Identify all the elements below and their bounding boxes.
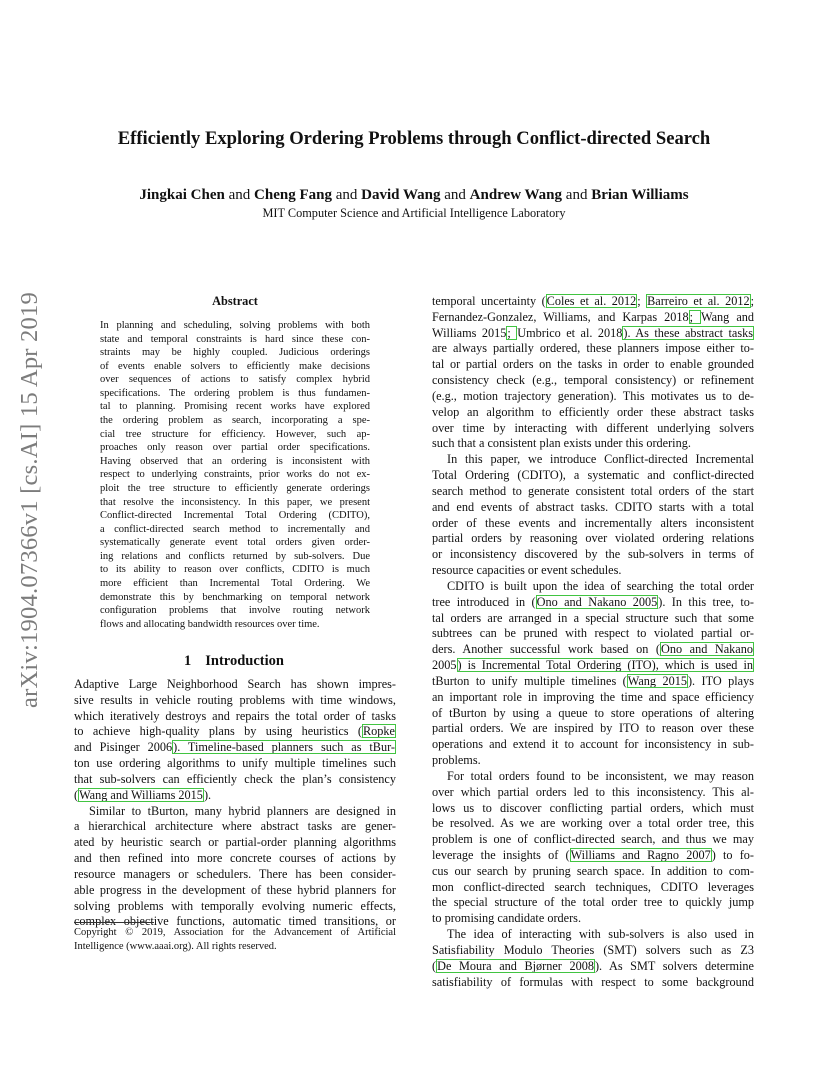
text-line [432,326,754,342]
line-text: ). [203,787,212,802]
line-text: state and temporal constraints is hard since these con- [100,333,370,345]
line-text: and end events of abstract tasks. CDITO starts with a total [432,499,754,514]
citation-link[interactable]: De Moura and Bjørner 2008 [437,958,594,973]
text-line [432,547,754,563]
text-line [432,785,754,801]
line-text: sive results in vehicle routing problems with time windows, [74,692,396,707]
line-text: resource capacities or event schedules. [432,563,622,578]
author-separator: and [228,187,251,203]
text-line [432,975,754,991]
line-text: straints may be highly coupled. Judicious orderings [100,347,370,359]
line-text: tBurton to unify multiple timelines ( [432,673,627,688]
author-separator: and [444,187,466,203]
text-line [432,611,754,627]
line-text: operations and extend it to account for inconsistency in sub- [432,737,754,752]
text-line [100,550,370,564]
text-line [432,674,754,690]
text-line [100,346,370,360]
citation-link[interactable]: Williams and Ragno 2007 [570,847,711,862]
line-text: cial tree structure for efficiency. However, such ap- [100,428,370,440]
paragraph [432,579,754,769]
paragraph [432,294,754,452]
text-line [432,911,754,927]
text-line [100,536,370,550]
paragraph [432,452,754,579]
paragraph [432,927,754,990]
line-text: complex objective functions, automatic timed transitions, or [74,914,396,929]
line-text: to its ability to reason over conflicts, CDITO is much [100,564,370,576]
line-text: are always partially ordered, these planners impose either to- [432,341,754,356]
text-line [100,496,370,510]
citation-link[interactable]: Coles et al. 2012 [546,294,637,308]
text-line [74,693,396,709]
line-text: Copyright © 2019, Association for the Advancement of Artificial [74,927,396,938]
line-text: an important role in improving the time and space efficiency [432,689,754,704]
line-text: ing relations and conflicts returned by sub-solvers. Due [100,550,370,562]
line-text: lows us to discover conflicting partial orders, which must [432,800,754,815]
line-text: over sequences of actions to satisfy complex hybrid [100,374,370,386]
text-line [432,816,754,832]
line-text: of events enable solvers to efficiently make decisions [100,360,370,372]
citation-link[interactable]: ; [507,325,517,340]
line-text: ). In this tree, to- [658,594,754,609]
text-line [432,642,754,658]
line-text: partial orders. We are inspired by ITO to reason over these [432,721,754,736]
line-text: 2005 [432,658,457,673]
text-line [432,769,754,785]
text-line [74,724,396,740]
line-text: solving problems with temporally evolving numeric effects, [74,898,396,913]
paragraph [74,926,396,954]
line-text: Total Ordering (CDITO), a systematic and conflict-directed [432,468,754,483]
line-text: to achieve high-quality plans by using heuristics ( [74,724,363,739]
text-line [100,319,370,333]
citation-link[interactable]: Ono and Nakano [661,642,753,657]
text-line [432,832,754,848]
text-line [432,468,754,484]
arxiv-identifier: arXiv:1904.07366v1 [cs.AI] 15 Apr 2019 [16,291,43,709]
text-line [74,940,396,954]
paragraph [74,677,396,804]
line-text: be resolved. As we are working over a total order tree, this [432,816,754,831]
line-text: ploit the tree structure to efficiently generate orderings [100,482,370,494]
text-line [432,516,754,532]
text-line [432,373,754,389]
line-text: ders. Another successful work based on ( [432,642,660,657]
text-line [432,341,754,357]
left-column-body [74,677,396,930]
text-line [74,851,396,867]
line-text: search method to generate consistent total orders of the start [432,483,754,498]
text-line [74,788,396,804]
citation-link[interactable]: Ono and Nakano 2005 [536,594,658,609]
text-line [74,756,396,772]
text-line [432,737,754,753]
text-line [432,500,754,516]
line-text: Having observed that an ordering is inconsistent with [100,455,370,467]
line-text: tree introduced in ( [432,594,536,609]
line-text: and Pisinger 2006 [74,740,173,755]
text-line [432,421,754,437]
text-line [432,864,754,880]
text-line [100,591,370,605]
text-line [432,943,754,959]
text-line [432,563,754,579]
text-line [100,428,370,442]
line-text: velop an algorithm to efficiently order these abstract tasks [432,404,754,419]
line-text: leverage the insights of ( [432,847,570,862]
line-text: ton use ordering algorithms to unify multiple timelines such [74,756,396,771]
text-line [100,455,370,469]
line-text: more efficient than Incremental Total Ordering. We [100,577,370,589]
line-text: a hierarchical architecture where abstract tasks are gener- [74,819,396,834]
text-line [432,880,754,896]
line-text: The idea of interacting with sub-solvers is also used in [447,927,754,942]
line-text: CDITO is built upon the idea of searching the total order [447,578,754,593]
text-line [74,883,396,899]
line-text: the special structure of the total order tree to quickly jump [432,895,754,910]
citation-link[interactable]: Wang and Williams 2015 [79,787,203,802]
text-line [432,310,754,326]
text-line [100,577,370,591]
text-line [432,706,754,722]
section-title: Introduction [205,653,284,669]
line-text: Fernandez-Gonzalez, Williams, and Karpas 2018 [432,309,689,324]
text-line [100,333,370,347]
line-text: proaches only reason over partial order specifications. [100,442,370,454]
line-text: of tBurton by using a queue to store operations of altering [432,705,754,720]
line-text: In planning and scheduling, solving problems with both [100,320,370,331]
text-line [432,626,754,642]
copyright-footnote [74,926,396,954]
text-line [432,753,754,769]
text-line [74,677,396,693]
text-line [74,709,396,725]
paragraph [100,319,370,631]
text-line [432,959,754,975]
text-line [100,441,370,455]
line-text: or inconsistency discovered by the sub-solvers in terms of [432,547,754,562]
citation-link[interactable]: ) is Incremental Total Ordering (ITO), which is used in [457,658,753,673]
line-text: ). ITO plays [687,673,755,688]
author-name: Andrew Wang [469,187,563,203]
author-name: Jingkai Chen [139,187,225,203]
paragraph [432,769,754,927]
line-text: ; [750,294,754,308]
citation-link[interactable]: Wang 2015 [627,673,687,688]
line-text: tal orders are arranged in a special structure such that some [432,610,754,625]
author-separator: and [335,187,358,203]
line-text: ). As SMT solvers determine [594,958,754,973]
line-text: In this paper, we introduce Conflict-directed Incremental [447,452,754,467]
text-line [432,405,754,421]
text-line [100,373,370,387]
text-line [432,801,754,817]
text-line [432,690,754,706]
line-text: Wang and [701,309,754,324]
text-line [100,360,370,374]
line-text: satisfiability of formulas with respect to some background [432,974,754,989]
line-text: respect to underlying constraints, prior works do not ex- [100,469,370,481]
text-line [74,804,396,820]
footnote-rule [74,922,154,923]
text-line [74,926,396,940]
text-line [432,452,754,468]
text-line [432,484,754,500]
line-text: tal to planning. Promising recent works have explored [100,401,370,413]
section-number: 1 [184,653,192,669]
author-name: David Wang [361,187,441,203]
text-line [432,531,754,547]
line-text: (e.g., motion trajectory generation). This motivates us to de- [432,388,754,403]
affiliation: MIT Computer Science and Artificial Intelligence Laboratory [262,206,566,220]
citation-link[interactable]: Ropke [363,724,395,739]
line-text: demonstrate this by benchmarking on temporal network [100,591,370,603]
paper-title: Efficiently Exploring Ordering Problems through Conflict-directed Search [117,128,711,149]
text-line [74,772,396,788]
paragraph [74,804,396,931]
section-heading [74,653,394,670]
line-text: flows and allocating bandwidth resources over time. [100,618,320,630]
line-text: over which partial orders led to this inconsistency. This al- [432,784,754,799]
line-text: problems. [432,753,481,768]
text-line [100,523,370,537]
text-line [100,604,370,618]
arxiv-sidebar [6,291,54,709]
text-line [100,563,370,577]
abstract-heading: Abstract [212,294,258,308]
author-name: Brian Williams [591,187,689,203]
line-text: tal or partial orders on the tasks in order to enable grounded [432,357,754,372]
text-line [100,509,370,523]
author-separator: and [565,187,588,203]
line-text: Umbrico et al. 2018 [517,325,623,340]
line-text: consistency check (e.g., temporal consistency) or refinement [432,373,754,388]
line-text: resource managers or schedulers. There has been consider- [74,866,396,881]
text-line [432,436,754,452]
abstract-body [100,319,370,631]
citation-link[interactable]: ). Timeline-based planners such as tBur- [173,740,396,755]
line-text: problem is one of conflict-directed search, and thus we may [432,832,754,847]
right-column-body [432,294,754,990]
text-line [100,618,370,632]
line-text: ( [74,787,79,802]
line-text: Adaptive Large Neighborhood Search has shown impres- [74,677,396,691]
text-line [74,835,396,851]
text-line [100,482,370,496]
text-line [74,819,396,835]
line-text: the ordering problem as search, incorporating a spe- [100,415,370,427]
line-text: a conflict-directed search method to incrementally and [100,523,370,535]
line-text: configuration problems that involve routing network [100,605,370,617]
text-line [432,721,754,737]
line-text: Satisfiability Modulo Theories (SMT) solvers such as Z3 [432,942,754,957]
line-text: such that a consistent plan exists under this ordering. [432,436,691,451]
line-text: mon conflict-directed search techniques, CDITO leverages [432,879,754,894]
text-line [432,895,754,911]
text-line [74,867,396,883]
line-text: which iteratively destroys and repairs the total order of tasks [74,708,396,723]
line-text: ated by heuristic search or partial-order planning algorithms [74,835,396,850]
line-text: temporal uncertainty ( [432,294,546,308]
line-text: and then refined into more concrete courses of actions by [74,851,396,866]
text-line [432,595,754,611]
line-text: ( [432,958,437,973]
line-text: Similar to tBurton, many hybrid planners are designed in [89,803,396,818]
line-text: Intelligence (www.aaai.org). All rights reserved. [74,940,277,952]
text-line [100,400,370,414]
text-line [100,414,370,428]
citation-link[interactable]: ; [689,309,701,324]
author-list [60,186,768,204]
line-text: that resolve the inconsistency. In this paper, we present [100,496,370,508]
citation-link[interactable]: ). As these abstract tasks [623,325,754,340]
text-line [74,740,396,756]
line-text: partial orders by reasoning over violated ordering relations [432,531,754,546]
line-text: able progress in the development of these hybrid planners for [74,882,396,897]
line-text: Williams 2015 [432,325,507,340]
author-name: Cheng Fang [254,187,332,203]
text-line [432,357,754,373]
text-line [74,899,396,915]
text-line [100,468,370,482]
line-text: over time by interacting with different underlying solvers [432,420,754,435]
text-line [432,389,754,405]
line-text: Conflict-directed Incremental Total Ordering (CDITO), [100,510,370,522]
line-text: For total orders found to be inconsistent, we may reason [447,768,754,783]
text-line [100,387,370,401]
line-text: ) to fo- [711,847,754,862]
citation-link[interactable]: Barreiro et al. 2012 [647,294,750,308]
text-line [432,658,754,674]
text-line [432,848,754,864]
line-text: to promising candidate orders. [432,911,582,926]
line-text: order of these events and incrementally alters inconsistent [432,515,754,530]
line-text: ; [637,294,647,308]
line-text: cus our search by pruning search space. In addition to com- [432,863,754,878]
line-text: subtrees can be pruned with respect to violated partial or- [432,626,754,641]
line-text: systematically generate event total orders given order- [100,537,370,549]
text-line [432,294,754,310]
text-line [432,927,754,943]
text-line [432,579,754,595]
line-text: specifications. The ordering problem is thus fundamen- [100,387,370,399]
line-text: that sub-solvers can efficiently check the plan’s consistency [74,771,396,786]
